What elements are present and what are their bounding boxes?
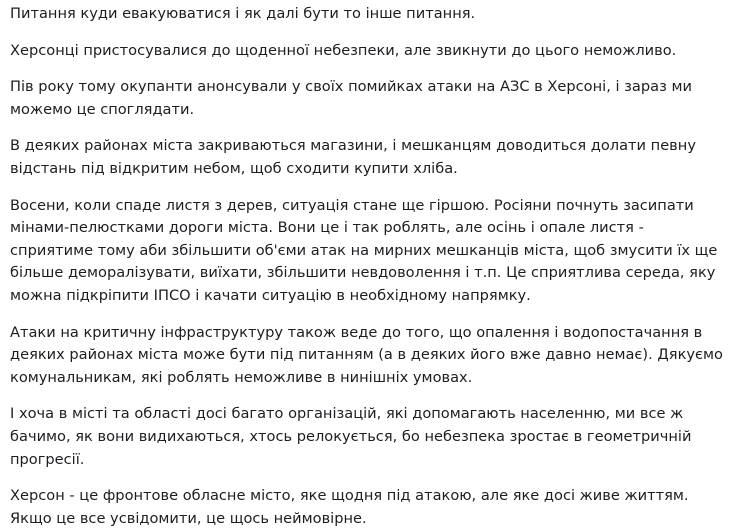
paragraph: І хоча в місті та області досі багато організацій, які допомагають населенню, ми все ж бачимо, як вони видихаються, хтось релокується, бо небезпека зростає в геометричній прогресії. [10,405,692,468]
paragraph: Пів року тому окупанти анонсували у своїх помийках атаки на АЗС в Херсоні, і зараз ми можемо це споглядати. [10,78,692,118]
paragraph: Херсон - це фронтове обласне місто, яке щодня під атакою, але яке досі живе життям. Якщо це все усвідомити, це щось неймовірне. [10,487,689,527]
paragraph: Атаки на критичну інфраструктуру також веде до того, що опалення і водопостачання в деяких районах міста може бути під питанням (а в деяких його вже давно немає). Дякуємо комунальникам, які роблять неможливе в нинішніх умовах. [10,323,723,386]
paragraph: Питання куди евакуюватися і як далі бути то інше питання. [10,5,476,22]
paragraph: В деяких районах міста закриваються магазини, і мешканцям доводиться долати певну відстань під відкритим небом, щоб сходити купити хліба. [10,137,696,177]
paragraph: Восени, коли спаде листя з дерев, ситуація стане ще гіршою. Росіяни почнуть засипати мінами-пелюстками дороги міста. Вони це і так роблять, але осінь і опале листя - сприятиме тому аби збільшити об'єми атак на мирних мешканців міста, щоб змусити їх ще більше деморалізувати, виїхати, збільшити невдоволення і т.п. Це сприятлива середа, яку можна підкріпити ІПСО і качати ситуацію в необхідному напрямку. [10,196,718,304]
paragraph: Херсонці пристосувалися до щоденної небезпеки, але звикнути до цього неможливо. [10,41,677,59]
